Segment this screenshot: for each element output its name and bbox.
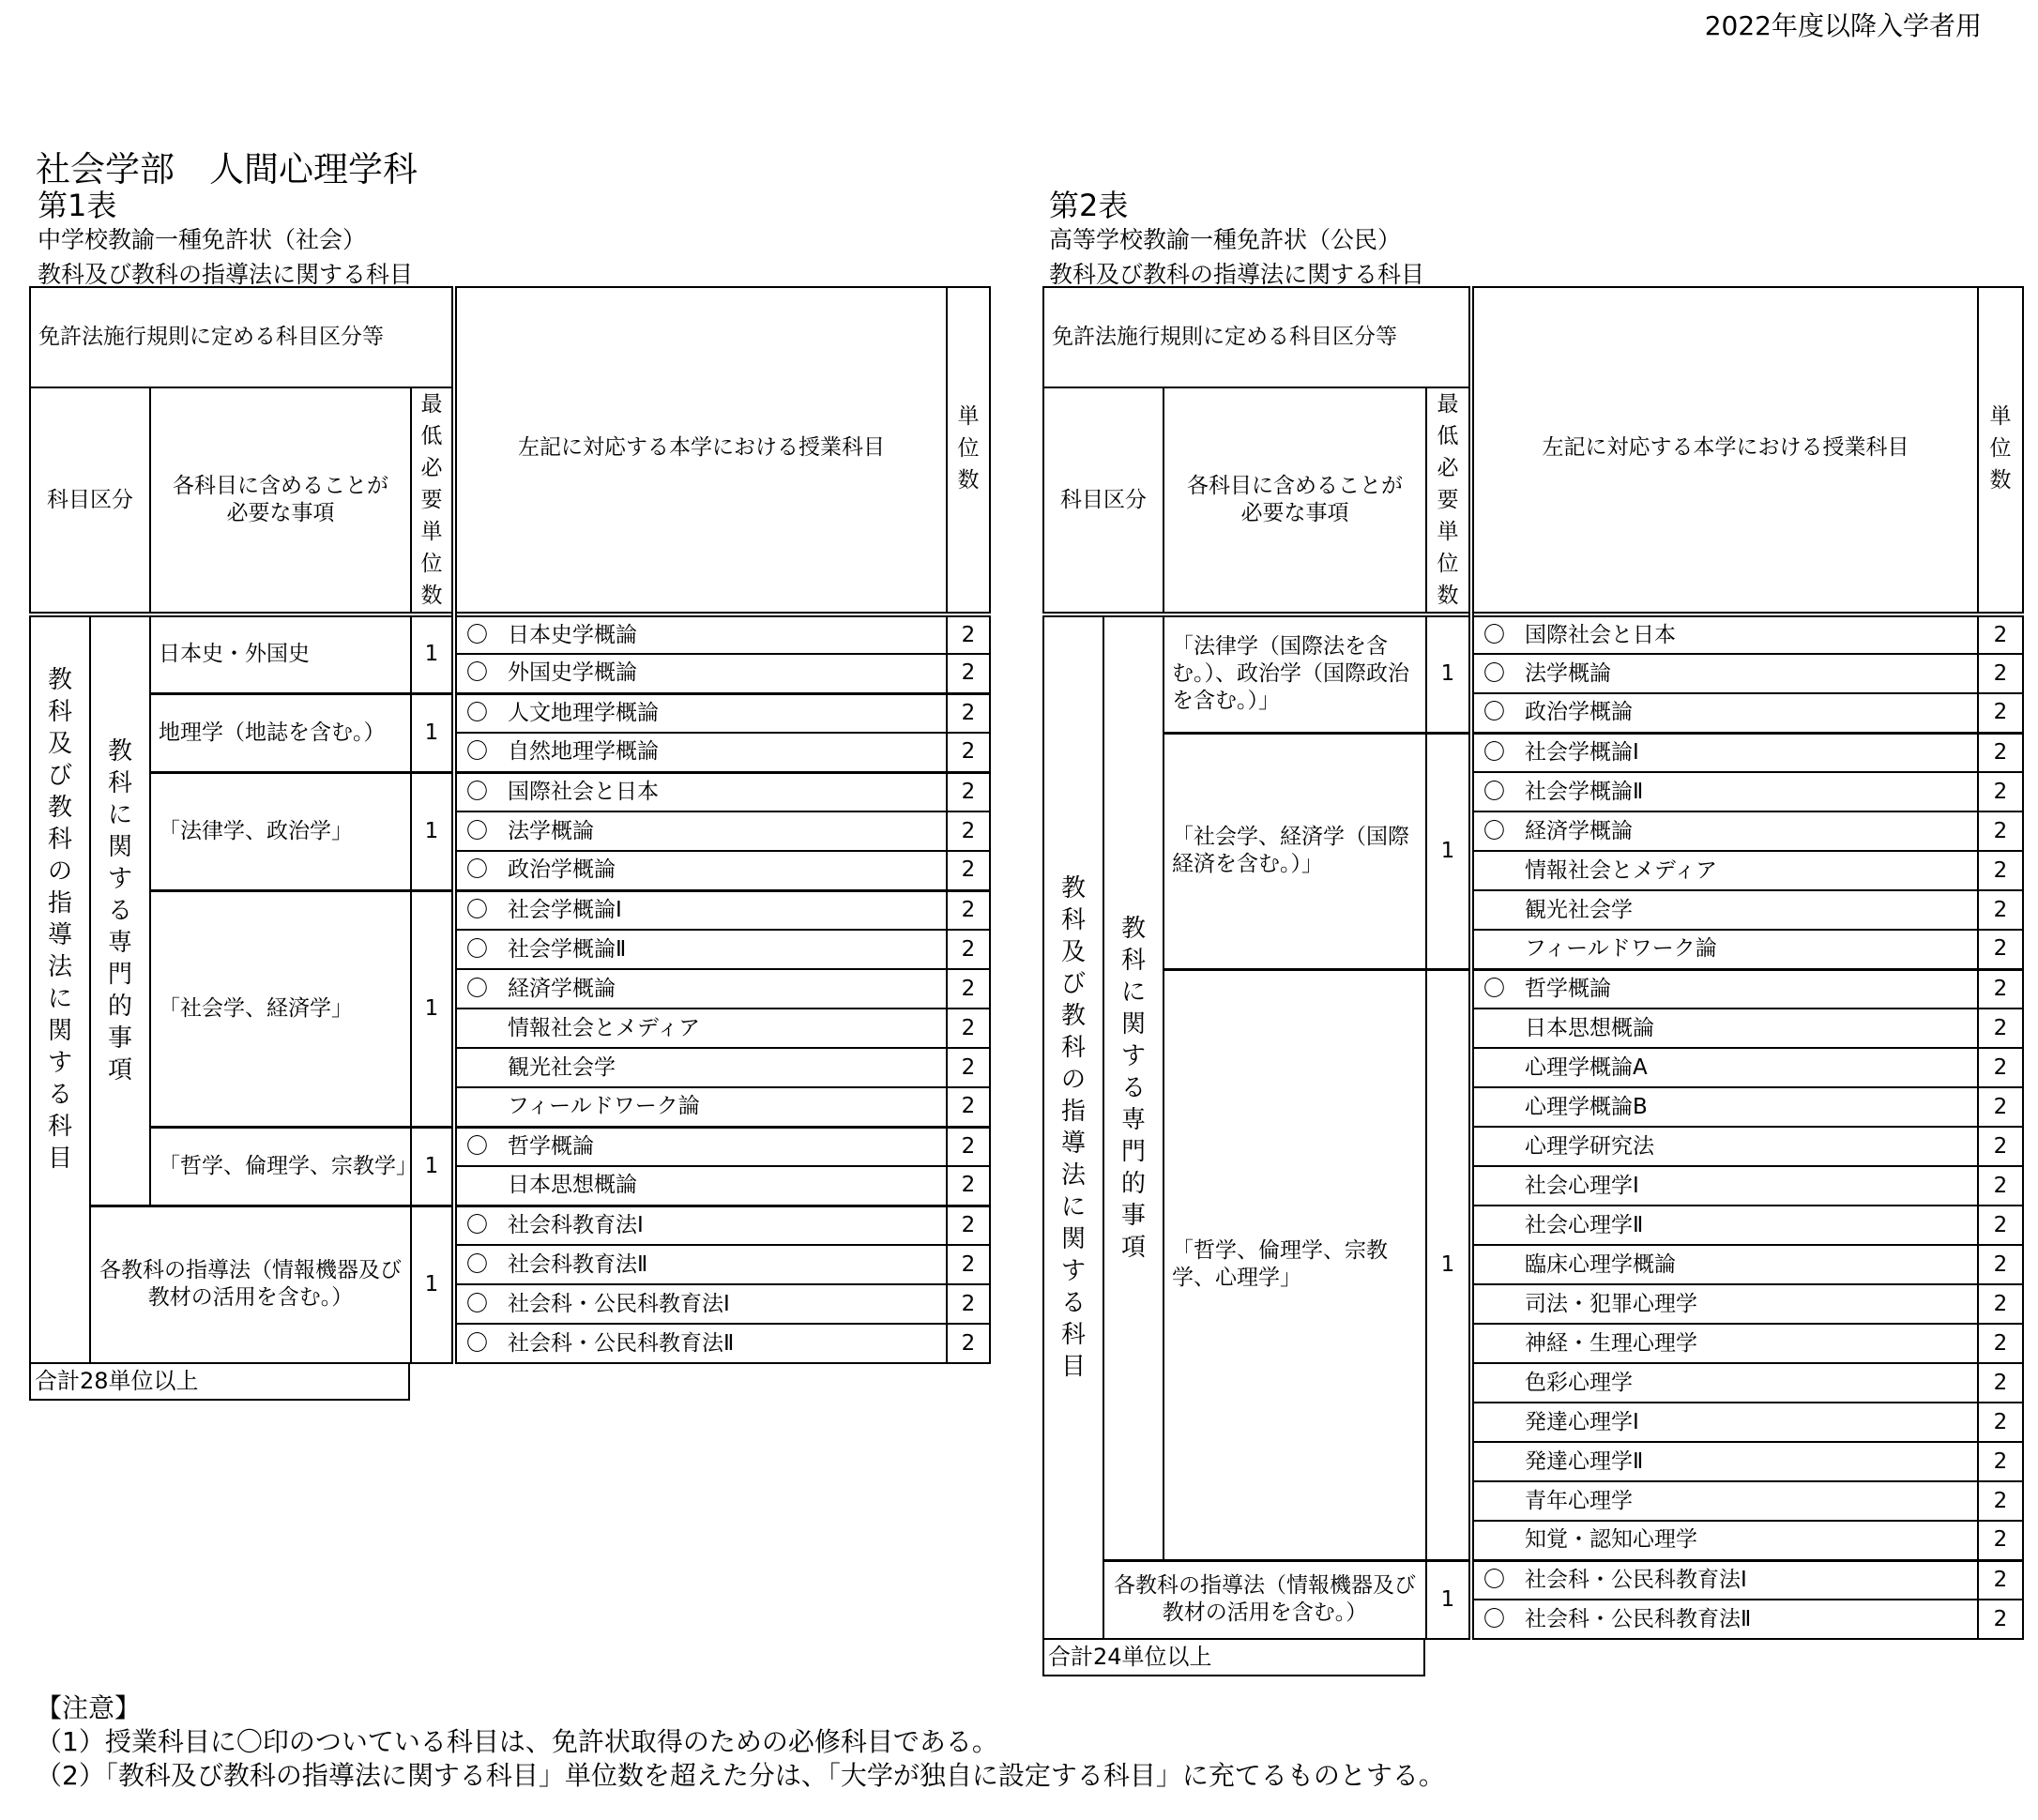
course-units-cell: 2 bbox=[1978, 851, 2023, 890]
table1 bbox=[29, 286, 991, 1364]
required-item-text: 地理学（地誌を含む。） bbox=[159, 720, 386, 745]
required-item-text: 「社会学、経済学」 bbox=[159, 995, 353, 1021]
course-units-cell: 2 bbox=[1978, 654, 2023, 693]
min-units-cell: 1 bbox=[411, 1127, 454, 1206]
course-units-cell: 2 bbox=[1978, 1560, 2023, 1600]
courses-header-text: 左記に対応する本学における授業科目 bbox=[1542, 435, 1909, 460]
notes bbox=[36, 1691, 1445, 1793]
table-row bbox=[30, 772, 990, 811]
courses-header bbox=[1471, 287, 1978, 614]
course-cell bbox=[1471, 1363, 1978, 1403]
course-cell bbox=[1471, 1087, 1978, 1127]
inner-category-cell bbox=[90, 614, 150, 1206]
course-units-cell: 2 bbox=[1978, 1442, 2023, 1481]
table-row bbox=[30, 614, 990, 654]
course-cell bbox=[454, 772, 947, 811]
course-cell bbox=[454, 733, 947, 772]
course-name: 心理学概論B bbox=[1525, 1094, 1648, 1119]
method-item-text: 各教科の指導法（情報機器及び教材の活用を含む。） bbox=[1114, 1573, 1416, 1626]
course-cell bbox=[454, 851, 947, 890]
course-cell bbox=[1471, 851, 1978, 890]
course-cell bbox=[1471, 654, 1978, 693]
required-item-cell bbox=[150, 890, 411, 1127]
subject-category-header: 科目区分 bbox=[1043, 387, 1163, 614]
course-cell bbox=[1471, 1048, 1978, 1087]
course-units-cell: 2 bbox=[1978, 733, 2023, 772]
course-name: 国際社会と日本 bbox=[1525, 622, 1676, 647]
required-mark-icon: 〇 bbox=[466, 1251, 488, 1277]
course-name: 心理学概論A bbox=[1525, 1054, 1648, 1080]
required-items-header bbox=[1163, 387, 1426, 614]
course-units-cell: 2 bbox=[1978, 1284, 2023, 1324]
required-mark-icon: 〇 bbox=[466, 818, 488, 843]
course-name: 経済学概論 bbox=[508, 976, 616, 1001]
course-units-cell: 2 bbox=[947, 969, 990, 1009]
min-units-header bbox=[411, 387, 454, 614]
header-row bbox=[30, 287, 990, 387]
table-row bbox=[1043, 733, 2023, 772]
course-cell bbox=[1471, 969, 1978, 1009]
course-cell bbox=[1471, 1403, 1978, 1442]
course-units-cell: 2 bbox=[1978, 1363, 2023, 1403]
course-cell bbox=[1471, 1009, 1978, 1048]
course-cell bbox=[454, 1009, 947, 1048]
course-name: 社会科・公民科教育法Ⅱ bbox=[1525, 1606, 1752, 1631]
required-mark-icon: 〇 bbox=[466, 660, 488, 686]
required-item-text: 「法律学、政治学」 bbox=[159, 818, 353, 843]
course-name: 人文地理学概論 bbox=[508, 700, 659, 725]
course-name: 社会科・公民科教育法Ⅱ bbox=[508, 1330, 735, 1356]
course-units-cell: 2 bbox=[1978, 1481, 2023, 1521]
required-item-cell bbox=[150, 772, 411, 890]
course-units-cell: 2 bbox=[947, 1048, 990, 1087]
course-name: 外国史学概論 bbox=[508, 660, 637, 686]
min-units-cell: 1 bbox=[411, 1206, 454, 1363]
course-cell bbox=[454, 890, 947, 930]
outer-category-text: 教科及び教科の指導法に関する科目 bbox=[47, 666, 72, 1173]
table2-total: 合計24単位以上 bbox=[1042, 1639, 1425, 1676]
course-cell bbox=[454, 614, 947, 654]
note-item: （1）授業科目に〇印のついている科目は、免許状取得のための必修科目である。 bbox=[36, 1726, 998, 1757]
required-item-text: 「法律学（国際法を含む。）、政治学（国際政治を含む。）」 bbox=[1172, 634, 1409, 714]
course-units-cell: 2 bbox=[1978, 772, 2023, 811]
course-units-cell: 2 bbox=[947, 930, 990, 969]
course-cell bbox=[454, 1245, 947, 1284]
course-units-cell: 2 bbox=[947, 1324, 990, 1363]
course-name: 法学概論 bbox=[1525, 660, 1611, 686]
units-header-text: 単位数 bbox=[957, 404, 980, 493]
course-units-cell: 2 bbox=[1978, 1166, 2023, 1206]
min-units-header bbox=[1426, 387, 1471, 614]
course-name: 哲学概論 bbox=[1525, 976, 1611, 1001]
required-mark-icon: 〇 bbox=[466, 622, 488, 647]
course-name: 色彩心理学 bbox=[1525, 1370, 1633, 1395]
course-name: 社会学概論Ⅱ bbox=[1525, 779, 1644, 804]
course-name: 日本思想概論 bbox=[508, 1173, 637, 1198]
course-cell bbox=[1471, 1127, 1978, 1166]
course-name: 司法・犯罪心理学 bbox=[1525, 1291, 1697, 1316]
required-item-text: 「哲学、倫理学、宗教学」 bbox=[159, 1153, 418, 1178]
course-cell bbox=[1471, 614, 1978, 654]
course-units-cell: 2 bbox=[1978, 1009, 2023, 1048]
regulation-header: 免許法施行規則に定める科目区分等 bbox=[1043, 287, 1471, 387]
course-cell bbox=[1471, 1284, 1978, 1324]
table2-category: 教科及び教科の指導法に関する科目 bbox=[1049, 261, 1425, 288]
outer-category-cell bbox=[1043, 614, 1103, 1639]
course-units-cell: 2 bbox=[947, 890, 990, 930]
course-cell bbox=[454, 1127, 947, 1166]
course-name: 情報社会とメディア bbox=[1525, 857, 1718, 883]
course-cell bbox=[1471, 693, 1978, 733]
units-header bbox=[947, 287, 990, 614]
course-name: 日本史学概論 bbox=[508, 622, 637, 647]
course-units-cell: 2 bbox=[1978, 614, 2023, 654]
course-units-cell: 2 bbox=[947, 654, 990, 693]
min-units-cell: 1 bbox=[411, 614, 454, 693]
units-header-text: 単位数 bbox=[1989, 404, 2012, 493]
required-mark-icon: 〇 bbox=[466, 779, 488, 804]
course-units-cell: 2 bbox=[1978, 693, 2023, 733]
course-name: 観光社会学 bbox=[508, 1054, 616, 1080]
required-item-cell bbox=[1163, 969, 1426, 1560]
required-mark-icon: 〇 bbox=[466, 1133, 488, 1159]
course-name: 心理学研究法 bbox=[1525, 1133, 1654, 1159]
required-mark-icon: 〇 bbox=[466, 739, 488, 765]
required-item-cell bbox=[150, 614, 411, 693]
required-item-cell bbox=[150, 693, 411, 772]
required-mark-icon: 〇 bbox=[466, 936, 488, 962]
table1-license: 中学校教諭一種免許状（社会） bbox=[38, 226, 367, 253]
required-mark-icon: 〇 bbox=[1483, 1606, 1505, 1631]
course-cell bbox=[454, 930, 947, 969]
required-mark-icon: 〇 bbox=[1483, 739, 1505, 765]
course-cell bbox=[1471, 733, 1978, 772]
course-units-cell: 2 bbox=[1978, 1600, 2023, 1639]
admission-year-note: 2022年度以降入学者用 bbox=[1704, 10, 1982, 41]
table-row bbox=[30, 890, 990, 930]
course-cell bbox=[1471, 1560, 1978, 1600]
subject-category-header: 科目区分 bbox=[30, 387, 150, 614]
course-units-cell: 2 bbox=[947, 811, 990, 851]
course-cell bbox=[454, 969, 947, 1009]
required-items-header-text: 各科目に含めることが必要な事項 bbox=[1187, 474, 1403, 525]
required-mark-icon: 〇 bbox=[1483, 779, 1505, 804]
course-cell bbox=[454, 1166, 947, 1206]
course-name: 青年心理学 bbox=[1525, 1488, 1633, 1513]
course-name: 知覚・認知心理学 bbox=[1525, 1527, 1697, 1553]
course-units-cell: 2 bbox=[947, 772, 990, 811]
course-cell bbox=[454, 1324, 947, 1363]
course-name: フィールドワーク論 bbox=[1525, 936, 1717, 962]
required-item-cell bbox=[1163, 614, 1426, 733]
required-mark-icon: 〇 bbox=[1483, 660, 1505, 686]
table-row bbox=[1043, 969, 2023, 1009]
required-mark-icon: 〇 bbox=[466, 976, 488, 1001]
course-units-cell: 2 bbox=[1978, 890, 2023, 930]
course-units-cell: 2 bbox=[1978, 1127, 2023, 1166]
course-units-cell: 2 bbox=[1978, 1521, 2023, 1560]
units-header bbox=[1978, 287, 2023, 614]
required-items-header-text: 各科目に含めることが必要な事項 bbox=[173, 474, 388, 525]
course-units-cell: 2 bbox=[947, 851, 990, 890]
min-units-cell: 1 bbox=[1426, 969, 1471, 1560]
table-row bbox=[30, 693, 990, 733]
course-units-cell: 2 bbox=[947, 1166, 990, 1206]
required-item-text: 日本史・外国史 bbox=[159, 642, 310, 667]
inner-category-text: 教科に関する専門的事項 bbox=[1120, 914, 1146, 1262]
table1-category: 教科及び教科の指導法に関する科目 bbox=[38, 261, 414, 288]
method-item-text: 各教科の指導法（情報機器及び教材の活用を含む。） bbox=[99, 1258, 402, 1311]
required-mark-icon: 〇 bbox=[1483, 622, 1505, 647]
course-units-cell: 2 bbox=[1978, 969, 2023, 1009]
min-units-cell: 1 bbox=[411, 693, 454, 772]
required-mark-icon: 〇 bbox=[466, 857, 488, 883]
required-mark-icon: 〇 bbox=[1483, 1567, 1505, 1592]
required-item-text: 「社会学、経済学（国際経済を含む。）」 bbox=[1172, 825, 1409, 876]
min-units-cell: 1 bbox=[411, 772, 454, 890]
course-name: 社会学概論Ⅰ bbox=[508, 897, 622, 922]
course-name: 観光社会学 bbox=[1525, 897, 1633, 922]
course-cell bbox=[1471, 1600, 1978, 1639]
course-name: 自然地理学概論 bbox=[508, 739, 659, 765]
course-cell bbox=[454, 1284, 947, 1324]
course-name: 神経・生理心理学 bbox=[1525, 1330, 1697, 1356]
table-row bbox=[1043, 1560, 2023, 1600]
outer-category-text: 教科及び教科の指導法に関する科目 bbox=[1060, 874, 1086, 1381]
course-cell bbox=[1471, 930, 1978, 969]
course-units-cell: 2 bbox=[947, 1009, 990, 1048]
course-cell bbox=[1471, 772, 1978, 811]
required-mark-icon: 〇 bbox=[466, 897, 488, 922]
course-name: 発達心理学Ⅱ bbox=[1525, 1448, 1644, 1474]
course-units-cell: 2 bbox=[947, 1206, 990, 1245]
required-item-cell bbox=[1163, 733, 1426, 969]
course-name: 社会心理学Ⅱ bbox=[1525, 1212, 1644, 1237]
course-name: 政治学概論 bbox=[508, 857, 616, 883]
course-name: 社会科教育法Ⅰ bbox=[508, 1212, 644, 1237]
course-units-cell: 2 bbox=[1978, 811, 2023, 851]
min-units-header-text: 最低必要単位数 bbox=[1437, 392, 1459, 608]
method-item-cell bbox=[1103, 1560, 1426, 1639]
header-row bbox=[1043, 287, 2023, 387]
course-cell bbox=[454, 1206, 947, 1245]
course-cell bbox=[1471, 1442, 1978, 1481]
course-name: 社会科・公民科教育法Ⅰ bbox=[1525, 1567, 1747, 1592]
course-units-cell: 2 bbox=[1978, 1403, 2023, 1442]
course-name: 情報社会とメディア bbox=[508, 1015, 701, 1040]
course-units-cell: 2 bbox=[1978, 930, 2023, 969]
course-name: 哲学概論 bbox=[508, 1133, 594, 1159]
courses-header bbox=[454, 287, 947, 614]
table-row bbox=[30, 1127, 990, 1166]
required-mark-icon: 〇 bbox=[1483, 700, 1505, 725]
course-units-cell: 2 bbox=[1978, 1087, 2023, 1127]
course-units-cell: 2 bbox=[1978, 1048, 2023, 1087]
course-units-cell: 2 bbox=[947, 1245, 990, 1284]
required-mark-icon: 〇 bbox=[466, 700, 488, 725]
course-cell bbox=[1471, 1521, 1978, 1560]
notes-heading: 【注意】 bbox=[36, 1692, 142, 1723]
outer-category-cell bbox=[30, 614, 90, 1363]
inner-category-cell bbox=[1103, 614, 1163, 1560]
course-cell bbox=[454, 1087, 947, 1127]
table1-total: 合計28単位以上 bbox=[29, 1363, 410, 1401]
course-name: 社会学概論Ⅱ bbox=[508, 936, 627, 962]
required-mark-icon: 〇 bbox=[466, 1330, 488, 1356]
course-cell bbox=[454, 693, 947, 733]
course-name: 国際社会と日本 bbox=[508, 779, 659, 804]
department-title: 社会学部 人間心理学科 bbox=[36, 149, 418, 190]
required-item-text: 「哲学、倫理学、宗教学、心理学」 bbox=[1172, 1238, 1388, 1290]
courses-header-text: 左記に対応する本学における授業科目 bbox=[518, 435, 885, 460]
table2-number: 第2表 bbox=[1049, 188, 1129, 223]
course-name: 経済学概論 bbox=[1525, 818, 1633, 843]
course-name: 発達心理学Ⅰ bbox=[1525, 1409, 1639, 1434]
table1-number: 第1表 bbox=[38, 188, 117, 223]
min-units-header-text: 最低必要単位数 bbox=[420, 392, 443, 608]
method-item-cell bbox=[90, 1206, 411, 1363]
course-units-cell: 2 bbox=[1978, 1206, 2023, 1245]
course-cell bbox=[1471, 1324, 1978, 1363]
course-cell bbox=[454, 654, 947, 693]
table-row bbox=[30, 1206, 990, 1245]
course-cell bbox=[454, 1048, 947, 1087]
course-units-cell: 2 bbox=[1978, 1245, 2023, 1284]
course-name: 社会心理学Ⅰ bbox=[1525, 1173, 1639, 1198]
course-name: 政治学概論 bbox=[1525, 700, 1633, 725]
required-mark-icon: 〇 bbox=[1483, 976, 1505, 1001]
course-cell bbox=[1471, 890, 1978, 930]
course-name: 法学概論 bbox=[508, 818, 594, 843]
required-mark-icon: 〇 bbox=[466, 1212, 488, 1237]
min-units-cell: 1 bbox=[411, 890, 454, 1127]
course-name: 臨床心理学概論 bbox=[1525, 1251, 1676, 1277]
course-units-cell: 2 bbox=[947, 1284, 990, 1324]
min-units-cell: 1 bbox=[1426, 614, 1471, 733]
course-name: 日本思想概論 bbox=[1525, 1015, 1654, 1040]
course-units-cell: 2 bbox=[947, 1127, 990, 1166]
course-cell bbox=[1471, 1206, 1978, 1245]
inner-category-text: 教科に関する専門的事項 bbox=[107, 736, 132, 1084]
min-units-cell: 1 bbox=[1426, 733, 1471, 969]
min-units-cell: 1 bbox=[1426, 1560, 1471, 1639]
required-item-cell bbox=[150, 1127, 418, 1206]
note-item: （2）「教科及び教科の指導法に関する科目」単位数を超えた分は、「大学が独自に設定する科目」に充てるものとする。 bbox=[36, 1760, 1445, 1791]
course-units-cell: 2 bbox=[947, 733, 990, 772]
required-mark-icon: 〇 bbox=[466, 1291, 488, 1316]
course-cell bbox=[1471, 1166, 1978, 1206]
course-name: フィールドワーク論 bbox=[508, 1094, 700, 1119]
table-row bbox=[1043, 614, 2023, 654]
course-cell bbox=[1471, 1481, 1978, 1521]
course-name: 社会科・公民科教育法Ⅰ bbox=[508, 1291, 730, 1316]
course-cell bbox=[1471, 1245, 1978, 1284]
required-items-header bbox=[150, 387, 411, 614]
course-units-cell: 2 bbox=[947, 693, 990, 733]
course-name: 社会科教育法Ⅱ bbox=[508, 1251, 648, 1277]
table2-license: 高等学校教諭一種免許状（公民） bbox=[1049, 226, 1402, 253]
course-cell bbox=[454, 811, 947, 851]
table2 bbox=[1042, 286, 2024, 1640]
course-name: 社会学概論Ⅰ bbox=[1525, 739, 1639, 765]
course-units-cell: 2 bbox=[1978, 1324, 2023, 1363]
regulation-header: 免許法施行規則に定める科目区分等 bbox=[30, 287, 454, 387]
course-units-cell: 2 bbox=[947, 614, 990, 654]
course-cell bbox=[1471, 811, 1978, 851]
course-units-cell: 2 bbox=[947, 1087, 990, 1127]
required-mark-icon: 〇 bbox=[1483, 818, 1505, 843]
